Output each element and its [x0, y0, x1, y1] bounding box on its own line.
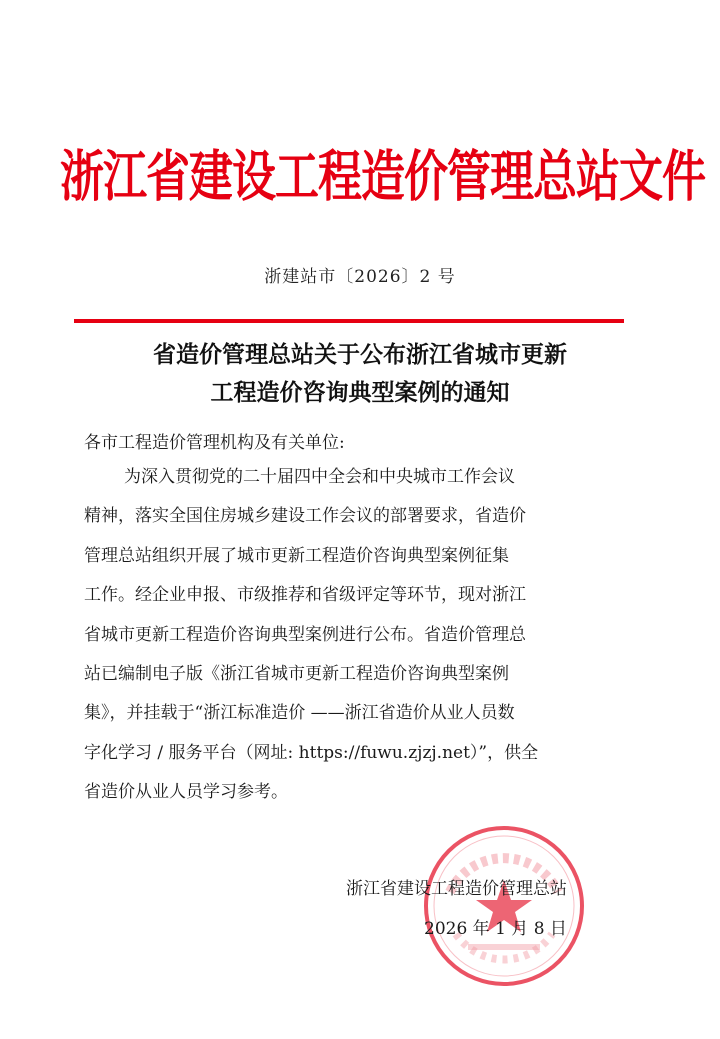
body-line: 管理总站组织开展了城市更新工程造价咨询典型案例征集	[84, 545, 509, 566]
red-divider-line	[74, 319, 624, 323]
notice-title-line-1: 省造价管理总站关于公布浙江省城市更新	[153, 342, 567, 368]
signature-date: 2026 年 1 月 8 日	[424, 919, 567, 939]
body-line: 省造价从业人员学习参考。	[84, 782, 288, 803]
body-line: 集》，并挂载于“浙江标准造价 ——浙江省造价从业人员数	[84, 703, 515, 724]
notice-title-line-2: 工程造价咨询典型案例的通知	[210, 380, 510, 406]
official-seal-icon	[420, 822, 588, 990]
body-line: 工作。经企业申报、市级推荐和省级评定等环节，现对浙江	[84, 585, 526, 606]
body-line: 精神，落实全国住房城乡建设工作会议的部署要求，省造价	[84, 506, 526, 527]
signature-organization: 浙江省建设工程造价管理总站	[346, 879, 567, 899]
document-number: 浙建站市〔2026〕2 号	[264, 267, 456, 287]
notice-body	[84, 458, 624, 813]
notice-title	[60, 336, 660, 412]
body-line: 字化学习 / 服务平台（网址: https://fuwu.zjzj.net）”，供全	[84, 742, 539, 763]
salutation: 各市工程造价管理机构及有关单位:	[84, 433, 345, 453]
body-line: 省城市更新工程造价咨询典型案例进行公布。省造价管理总	[84, 624, 526, 645]
body-line: 站已编制电子版《浙江省城市更新工程造价咨询典型案例	[84, 663, 509, 684]
document-header-title: 浙江省建设工程造价管理总站文件	[60, 145, 705, 210]
body-line: 为深入贯彻党的二十届四中全会和中央城市工作会议	[124, 467, 515, 487]
